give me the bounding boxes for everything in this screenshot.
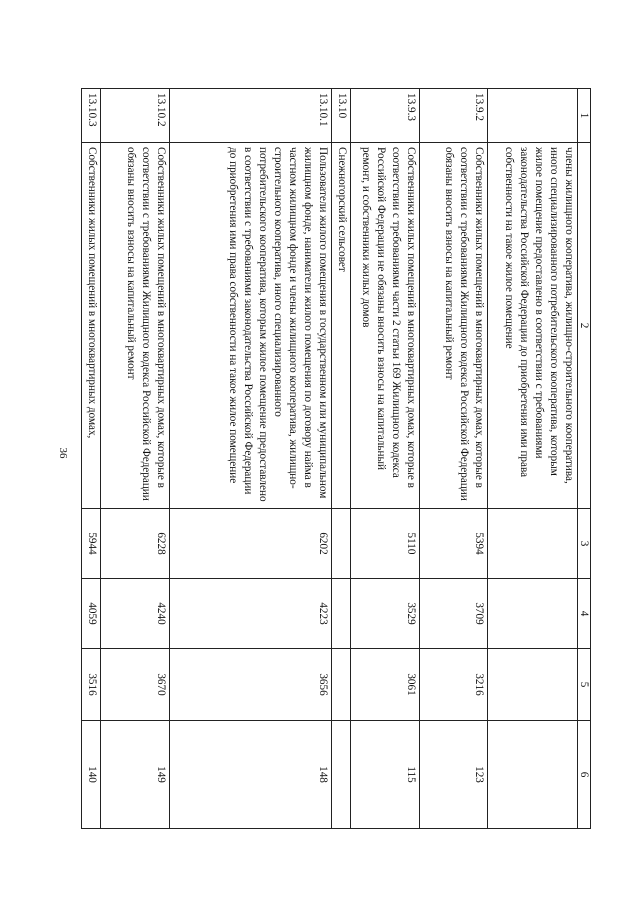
cell-col5: 3516 [82, 649, 101, 721]
row-description: Собственники жилых помещений в многоквартирных домах, которые в соответствии с требованиями части 2 статьи 169 Жилищного кодекса Российской Федерации не обязаны вносить взносы на капитальный ремонт, и собственники жилых домов [351, 143, 419, 509]
row-description: члены жилищного кооператива, жилищно-строительного кооператива, иного специализированного потребительского кооператива, которым жилое помещение предоставлено в соответствии с требованиями законодательства Российской Федерации до приобретения ими права собственности на такое жилое помещение [488, 143, 578, 509]
row-code: 13.9.2 [419, 89, 487, 143]
row-description: Снежногорский сельсовет [332, 143, 351, 509]
column-header: 5 [578, 649, 591, 721]
cell-col4: 4059 [82, 579, 101, 649]
row-code: 13.10 [332, 89, 351, 143]
table-row [101, 89, 169, 829]
table-row [419, 89, 487, 829]
row-code: 13.10.3 [82, 89, 101, 143]
cell-col6: 115 [351, 721, 419, 829]
row-description: Собственники жилых помещений в многоквартирных домах, которые в соответствии с требованиями Жилищного кодекса Российской Федерации обязаны вносить взносы на капитальный ремонт [419, 143, 487, 509]
table-row [488, 89, 578, 829]
cell-col3: 5110 [351, 509, 419, 579]
column-header: 3 [578, 509, 591, 579]
row-description: Пользователи жилого помещения в государственном или муниципальном жилищном фонде, наниматели жилого помещения по договору найма в частном жилищном фонде и члены жилищного кооператива, жилищно-строительного кооператива, иного специализированного потребительского кооператива, которым жилое помещение предоставлено в соответствии с требованиями законодательства Российской Федерации до приобретения ими права собственности на такое жилое помещение [169, 143, 331, 509]
cell-col5: 3656 [169, 649, 331, 721]
cell-col3: 5944 [82, 509, 101, 579]
rotated-table-container [81, 88, 591, 828]
row-description: Собственники жилых помещений в многоквартирных домах, которые в соответствии с требованиями Жилищного кодекса Российской Федерации обязаны вносить взносы на капитальный ремонт [101, 143, 169, 509]
column-header: 6 [578, 721, 591, 829]
cell-col6: 123 [419, 721, 487, 829]
cell-col6: 140 [82, 721, 101, 829]
data-table [81, 88, 591, 829]
table-row [332, 89, 351, 829]
cell-col6 [332, 721, 351, 829]
table-row [82, 89, 101, 829]
column-header: 1 [578, 89, 591, 143]
header-row [578, 89, 591, 829]
cell-col6: 149 [101, 721, 169, 829]
row-code: 13.10.1 [169, 89, 331, 143]
cell-col3 [332, 509, 351, 579]
page-number: 36 [57, 447, 69, 459]
cell-col3: 5394 [419, 509, 487, 579]
cell-col4 [332, 579, 351, 649]
cell-col4: 4223 [169, 579, 331, 649]
column-header: 2 [578, 143, 591, 509]
cell-col3 [488, 509, 578, 579]
cell-col5 [332, 649, 351, 721]
cell-col4: 4240 [101, 579, 169, 649]
row-code: 13.9.3 [351, 89, 419, 143]
row-description: Собственники жилых помещений в многоквартирных домах, [82, 143, 101, 509]
cell-col3: 6228 [101, 509, 169, 579]
cell-col5 [488, 649, 578, 721]
column-header: 4 [578, 579, 591, 649]
cell-col6: 148 [169, 721, 331, 829]
cell-col4: 3529 [351, 579, 419, 649]
cell-col3: 6202 [169, 509, 331, 579]
row-code: 13.10.2 [101, 89, 169, 143]
cell-col4: 3709 [419, 579, 487, 649]
row-code [488, 89, 578, 143]
cell-col6 [488, 721, 578, 829]
cell-col5: 3061 [351, 649, 419, 721]
cell-col5: 3216 [419, 649, 487, 721]
cell-col4 [488, 579, 578, 649]
table-row [169, 89, 331, 829]
cell-col5: 3670 [101, 649, 169, 721]
table-row [351, 89, 419, 829]
